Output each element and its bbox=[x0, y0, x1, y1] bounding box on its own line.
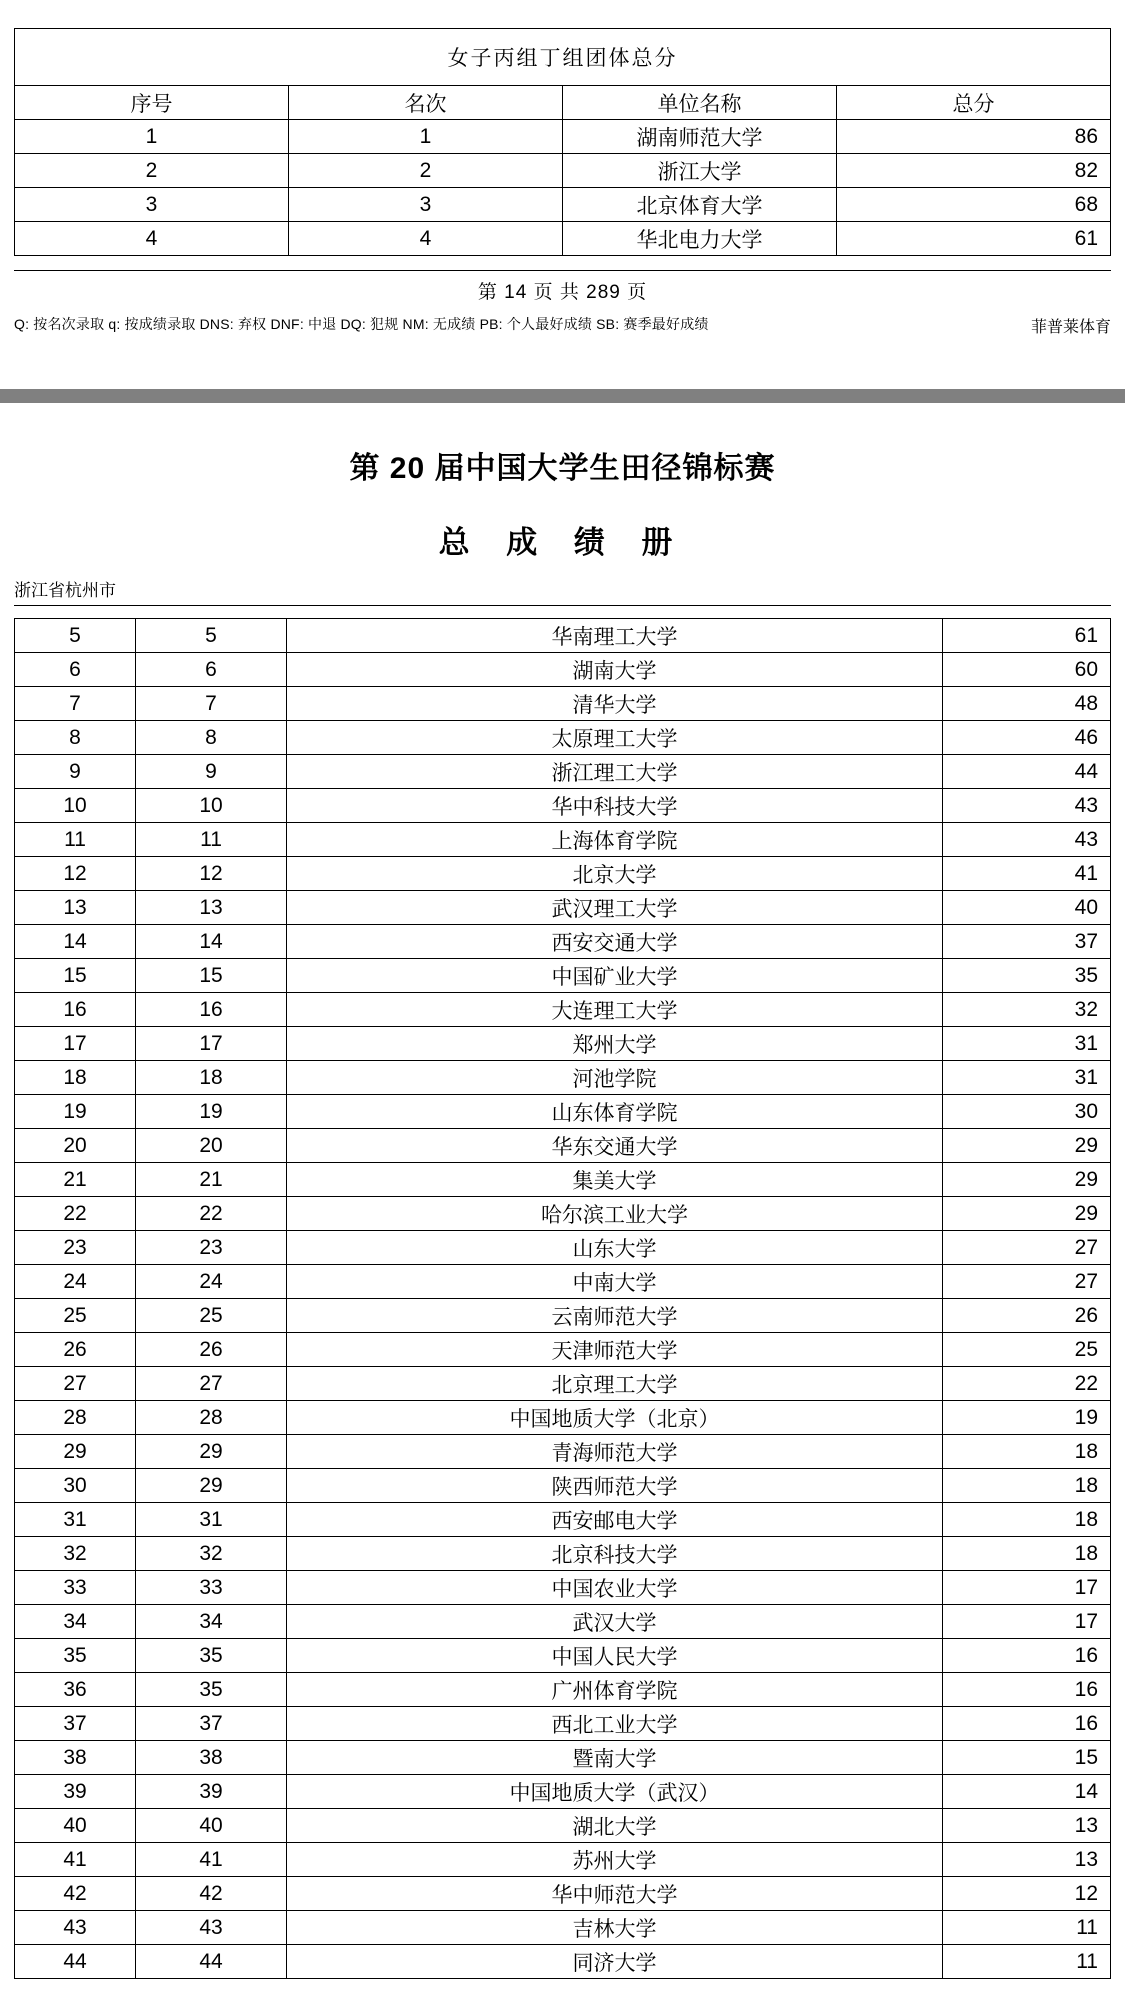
table-row bbox=[15, 1809, 1111, 1843]
cell-unit: 同济大学 bbox=[287, 1945, 943, 1979]
cell-score: 44 bbox=[943, 755, 1111, 789]
table-row bbox=[15, 687, 1111, 721]
cell-score: 13 bbox=[943, 1843, 1111, 1877]
cell-rank: 4 bbox=[289, 222, 563, 256]
cell-rank: 3 bbox=[289, 188, 563, 222]
table-row bbox=[15, 120, 1111, 154]
cell-score: 43 bbox=[943, 823, 1111, 857]
column-header-rank: 名次 bbox=[289, 86, 563, 120]
page-footer bbox=[14, 256, 1111, 337]
cell-unit: 中国农业大学 bbox=[287, 1571, 943, 1605]
cell-score: 25 bbox=[943, 1333, 1111, 1367]
cell-unit: 太原理工大学 bbox=[287, 721, 943, 755]
cell-score: 12 bbox=[943, 1877, 1111, 1911]
table-row bbox=[15, 1163, 1111, 1197]
table-row bbox=[15, 1843, 1111, 1877]
cell-seq: 38 bbox=[15, 1741, 136, 1775]
cell-unit: 苏州大学 bbox=[287, 1843, 943, 1877]
table-title-row bbox=[15, 29, 1111, 86]
cell-seq: 44 bbox=[15, 1945, 136, 1979]
cell-score: 31 bbox=[943, 1027, 1111, 1061]
cell-seq: 4 bbox=[15, 222, 289, 256]
cell-seq: 40 bbox=[15, 1809, 136, 1843]
cell-rank: 38 bbox=[136, 1741, 287, 1775]
cell-unit: 河池学院 bbox=[287, 1061, 943, 1095]
cell-unit: 山东体育学院 bbox=[287, 1095, 943, 1129]
cell-score: 68 bbox=[837, 188, 1111, 222]
cell-rank: 15 bbox=[136, 959, 287, 993]
cell-rank: 41 bbox=[136, 1843, 287, 1877]
cell-score: 86 bbox=[837, 120, 1111, 154]
table-row bbox=[15, 789, 1111, 823]
cell-unit: 大连理工大学 bbox=[287, 993, 943, 1027]
table-row bbox=[15, 1775, 1111, 1809]
cell-score: 19 bbox=[943, 1401, 1111, 1435]
cell-unit: 中国矿业大学 bbox=[287, 959, 943, 993]
cell-unit: 北京体育大学 bbox=[563, 188, 837, 222]
cell-seq: 1 bbox=[15, 120, 289, 154]
cell-seq: 23 bbox=[15, 1231, 136, 1265]
table-row bbox=[15, 222, 1111, 256]
cell-score: 29 bbox=[943, 1197, 1111, 1231]
table-row bbox=[15, 1027, 1111, 1061]
cell-seq: 29 bbox=[15, 1435, 136, 1469]
cell-unit: 湖北大学 bbox=[287, 1809, 943, 1843]
cell-unit: 武汉大学 bbox=[287, 1605, 943, 1639]
cell-rank: 16 bbox=[136, 993, 287, 1027]
table-row bbox=[15, 891, 1111, 925]
table-row bbox=[15, 1605, 1111, 1639]
cell-unit: 西安交通大学 bbox=[287, 925, 943, 959]
cell-score: 43 bbox=[943, 789, 1111, 823]
cell-score: 40 bbox=[943, 891, 1111, 925]
cell-rank: 5 bbox=[136, 619, 287, 653]
cell-rank: 35 bbox=[136, 1673, 287, 1707]
cell-unit: 华东交通大学 bbox=[287, 1129, 943, 1163]
table-row bbox=[15, 925, 1111, 959]
cell-rank: 31 bbox=[136, 1503, 287, 1537]
table-row bbox=[15, 823, 1111, 857]
cell-rank: 34 bbox=[136, 1605, 287, 1639]
table-row bbox=[15, 1333, 1111, 1367]
cell-seq: 42 bbox=[15, 1877, 136, 1911]
cell-seq: 26 bbox=[15, 1333, 136, 1367]
page-number: 第 14 页 共 289 页 bbox=[477, 282, 648, 303]
cell-score: 17 bbox=[943, 1605, 1111, 1639]
publisher-name: 菲普莱体育 bbox=[1030, 319, 1111, 336]
cell-seq: 25 bbox=[15, 1299, 136, 1333]
table-header-row bbox=[15, 86, 1111, 120]
table-row bbox=[15, 1537, 1111, 1571]
cell-unit: 陕西师范大学 bbox=[287, 1469, 943, 1503]
cell-rank: 20 bbox=[136, 1129, 287, 1163]
cell-score: 37 bbox=[943, 925, 1111, 959]
cell-unit: 中南大学 bbox=[287, 1265, 943, 1299]
table-row bbox=[15, 1129, 1111, 1163]
cell-unit: 西安邮电大学 bbox=[287, 1503, 943, 1537]
table-row bbox=[15, 1367, 1111, 1401]
table-row bbox=[15, 1265, 1111, 1299]
cell-unit: 浙江大学 bbox=[563, 154, 837, 188]
column-header-seq: 序号 bbox=[15, 86, 289, 120]
cell-unit: 天津师范大学 bbox=[287, 1333, 943, 1367]
cell-score: 61 bbox=[837, 222, 1111, 256]
cell-score: 15 bbox=[943, 1741, 1111, 1775]
cell-seq: 12 bbox=[15, 857, 136, 891]
cell-rank: 18 bbox=[136, 1061, 287, 1095]
table-row bbox=[15, 857, 1111, 891]
cell-score: 22 bbox=[943, 1367, 1111, 1401]
cell-score: 16 bbox=[943, 1707, 1111, 1741]
table-row bbox=[15, 1911, 1111, 1945]
cell-seq: 5 bbox=[15, 619, 136, 653]
table-row bbox=[15, 1435, 1111, 1469]
cell-unit: 华南理工大学 bbox=[287, 619, 943, 653]
cell-score: 18 bbox=[943, 1469, 1111, 1503]
cell-rank: 2 bbox=[289, 154, 563, 188]
cell-unit: 暨南大学 bbox=[287, 1741, 943, 1775]
cell-seq: 21 bbox=[15, 1163, 136, 1197]
cell-rank: 1 bbox=[289, 120, 563, 154]
cell-rank: 27 bbox=[136, 1367, 287, 1401]
cell-seq: 43 bbox=[15, 1911, 136, 1945]
cell-rank: 28 bbox=[136, 1401, 287, 1435]
cell-unit: 清华大学 bbox=[287, 687, 943, 721]
cell-seq: 22 bbox=[15, 1197, 136, 1231]
cell-seq: 27 bbox=[15, 1367, 136, 1401]
cell-unit: 广州体育学院 bbox=[287, 1673, 943, 1707]
cell-score: 30 bbox=[943, 1095, 1111, 1129]
cell-score: 16 bbox=[943, 1673, 1111, 1707]
cell-unit: 西北工业大学 bbox=[287, 1707, 943, 1741]
cell-rank: 33 bbox=[136, 1571, 287, 1605]
cell-seq: 39 bbox=[15, 1775, 136, 1809]
cell-score: 18 bbox=[943, 1537, 1111, 1571]
table-row bbox=[15, 721, 1111, 755]
page-separator-bar bbox=[0, 389, 1125, 403]
table-row bbox=[15, 1673, 1111, 1707]
cell-score: 60 bbox=[943, 653, 1111, 687]
table-row bbox=[15, 1469, 1111, 1503]
table-row bbox=[15, 1299, 1111, 1333]
cell-score: 17 bbox=[943, 1571, 1111, 1605]
table-row bbox=[15, 1061, 1111, 1095]
cell-rank: 23 bbox=[136, 1231, 287, 1265]
cell-rank: 26 bbox=[136, 1333, 287, 1367]
cell-score: 11 bbox=[943, 1945, 1111, 1979]
page-gap bbox=[0, 337, 1125, 389]
cell-rank: 37 bbox=[136, 1707, 287, 1741]
cell-rank: 17 bbox=[136, 1027, 287, 1061]
cell-unit: 云南师范大学 bbox=[287, 1299, 943, 1333]
cell-unit: 北京大学 bbox=[287, 857, 943, 891]
cell-rank: 10 bbox=[136, 789, 287, 823]
table-row bbox=[15, 1707, 1111, 1741]
cell-rank: 29 bbox=[136, 1435, 287, 1469]
table-row bbox=[15, 653, 1111, 687]
cell-rank: 14 bbox=[136, 925, 287, 959]
cell-score: 82 bbox=[837, 154, 1111, 188]
document-page-14 bbox=[0, 0, 1125, 337]
table-row bbox=[15, 993, 1111, 1027]
cell-unit: 青海师范大学 bbox=[287, 1435, 943, 1469]
cell-rank: 7 bbox=[136, 687, 287, 721]
cell-rank: 21 bbox=[136, 1163, 287, 1197]
location-text: 浙江省杭州市 bbox=[14, 581, 116, 600]
cell-score: 41 bbox=[943, 857, 1111, 891]
cell-score: 11 bbox=[943, 1911, 1111, 1945]
cell-seq: 3 bbox=[15, 188, 289, 222]
cell-unit: 哈尔滨工业大学 bbox=[287, 1197, 943, 1231]
cell-rank: 32 bbox=[136, 1537, 287, 1571]
book-title: 总 成 绩 册 bbox=[438, 525, 687, 560]
cell-seq: 16 bbox=[15, 993, 136, 1027]
cell-seq: 34 bbox=[15, 1605, 136, 1639]
team-score-table-part2 bbox=[14, 618, 1111, 1979]
document-page-15 bbox=[0, 403, 1125, 1979]
cell-score: 14 bbox=[943, 1775, 1111, 1809]
cell-rank: 9 bbox=[136, 755, 287, 789]
cell-seq: 31 bbox=[15, 1503, 136, 1537]
cell-seq: 13 bbox=[15, 891, 136, 925]
cell-seq: 28 bbox=[15, 1401, 136, 1435]
cell-score: 13 bbox=[943, 1809, 1111, 1843]
cell-unit: 华中师范大学 bbox=[287, 1877, 943, 1911]
page-title: 女子丙组丁组团体总分 bbox=[15, 29, 1111, 86]
cell-seq: 18 bbox=[15, 1061, 136, 1095]
cell-rank: 40 bbox=[136, 1809, 287, 1843]
cell-rank: 42 bbox=[136, 1877, 287, 1911]
cell-rank: 44 bbox=[136, 1945, 287, 1979]
cell-score: 48 bbox=[943, 687, 1111, 721]
cell-seq: 33 bbox=[15, 1571, 136, 1605]
cell-unit: 上海体育学院 bbox=[287, 823, 943, 857]
table-row bbox=[15, 1197, 1111, 1231]
cell-seq: 6 bbox=[15, 653, 136, 687]
cell-rank: 22 bbox=[136, 1197, 287, 1231]
cell-rank: 25 bbox=[136, 1299, 287, 1333]
cell-score: 18 bbox=[943, 1435, 1111, 1469]
cell-unit: 山东大学 bbox=[287, 1231, 943, 1265]
cell-seq: 36 bbox=[15, 1673, 136, 1707]
cell-score: 16 bbox=[943, 1639, 1111, 1673]
table-row bbox=[15, 1945, 1111, 1979]
table-row bbox=[15, 1571, 1111, 1605]
cell-score: 29 bbox=[943, 1163, 1111, 1197]
cell-rank: 6 bbox=[136, 653, 287, 687]
meet-title: 第 20 届中国大学生田径锦标赛 bbox=[349, 452, 776, 485]
cell-seq: 20 bbox=[15, 1129, 136, 1163]
table-row bbox=[15, 619, 1111, 653]
cell-seq: 8 bbox=[15, 721, 136, 755]
cell-unit: 集美大学 bbox=[287, 1163, 943, 1197]
cell-score: 35 bbox=[943, 959, 1111, 993]
cell-unit: 武汉理工大学 bbox=[287, 891, 943, 925]
cell-seq: 30 bbox=[15, 1469, 136, 1503]
table-row bbox=[15, 755, 1111, 789]
cell-seq: 7 bbox=[15, 687, 136, 721]
column-header-unit: 单位名称 bbox=[563, 86, 837, 120]
cell-score: 46 bbox=[943, 721, 1111, 755]
table-row bbox=[15, 1231, 1111, 1265]
cell-rank: 39 bbox=[136, 1775, 287, 1809]
footer-legend-row bbox=[14, 314, 1111, 337]
cell-unit: 吉林大学 bbox=[287, 1911, 943, 1945]
cell-score: 31 bbox=[943, 1061, 1111, 1095]
abbreviation-legend: Q: 按名次录取 q: 按成绩录取 DNS: 弃权 DNF: 中退 DQ: 犯规 NM: 无成绩 PB: 个人最好成绩 SB: 赛季最好成绩 bbox=[14, 316, 709, 332]
cell-seq: 14 bbox=[15, 925, 136, 959]
cell-seq: 11 bbox=[15, 823, 136, 857]
cell-rank: 8 bbox=[136, 721, 287, 755]
table-row bbox=[15, 959, 1111, 993]
team-score-table-part1 bbox=[14, 28, 1111, 256]
cell-score: 29 bbox=[943, 1129, 1111, 1163]
cell-unit: 北京科技大学 bbox=[287, 1537, 943, 1571]
cell-unit: 郑州大学 bbox=[287, 1027, 943, 1061]
cell-rank: 24 bbox=[136, 1265, 287, 1299]
table-row bbox=[15, 154, 1111, 188]
cell-seq: 41 bbox=[15, 1843, 136, 1877]
cell-score: 18 bbox=[943, 1503, 1111, 1537]
cell-seq: 10 bbox=[15, 789, 136, 823]
cell-unit: 中国人民大学 bbox=[287, 1639, 943, 1673]
cell-rank: 11 bbox=[136, 823, 287, 857]
cell-unit: 华北电力大学 bbox=[563, 222, 837, 256]
cell-unit: 北京理工大学 bbox=[287, 1367, 943, 1401]
cell-score: 27 bbox=[943, 1265, 1111, 1299]
table-row bbox=[15, 1401, 1111, 1435]
cell-score: 26 bbox=[943, 1299, 1111, 1333]
cell-score: 61 bbox=[943, 619, 1111, 653]
location-line bbox=[14, 576, 1111, 606]
cell-seq: 15 bbox=[15, 959, 136, 993]
table-row bbox=[15, 1741, 1111, 1775]
cell-seq: 9 bbox=[15, 755, 136, 789]
cell-rank: 19 bbox=[136, 1095, 287, 1129]
cell-seq: 24 bbox=[15, 1265, 136, 1299]
cell-unit: 中国地质大学（北京） bbox=[287, 1401, 943, 1435]
table-row bbox=[15, 188, 1111, 222]
table-row bbox=[15, 1639, 1111, 1673]
column-header-score: 总分 bbox=[837, 86, 1111, 120]
cell-score: 32 bbox=[943, 993, 1111, 1027]
cell-seq: 19 bbox=[15, 1095, 136, 1129]
cell-rank: 13 bbox=[136, 891, 287, 925]
cell-rank: 29 bbox=[136, 1469, 287, 1503]
cell-unit: 浙江理工大学 bbox=[287, 755, 943, 789]
cell-unit: 湖南大学 bbox=[287, 653, 943, 687]
cell-seq: 37 bbox=[15, 1707, 136, 1741]
footer-divider bbox=[14, 270, 1111, 271]
cell-rank: 12 bbox=[136, 857, 287, 891]
table-row bbox=[15, 1877, 1111, 1911]
cell-unit: 中国地质大学（武汉） bbox=[287, 1775, 943, 1809]
cell-seq: 2 bbox=[15, 154, 289, 188]
cell-seq: 32 bbox=[15, 1537, 136, 1571]
table-row bbox=[15, 1095, 1111, 1129]
cell-seq: 17 bbox=[15, 1027, 136, 1061]
cell-rank: 43 bbox=[136, 1911, 287, 1945]
table-row bbox=[15, 1503, 1111, 1537]
cell-unit: 湖南师范大学 bbox=[563, 120, 837, 154]
cell-unit: 华中科技大学 bbox=[287, 789, 943, 823]
cell-seq: 35 bbox=[15, 1639, 136, 1673]
cell-score: 27 bbox=[943, 1231, 1111, 1265]
cell-rank: 35 bbox=[136, 1639, 287, 1673]
